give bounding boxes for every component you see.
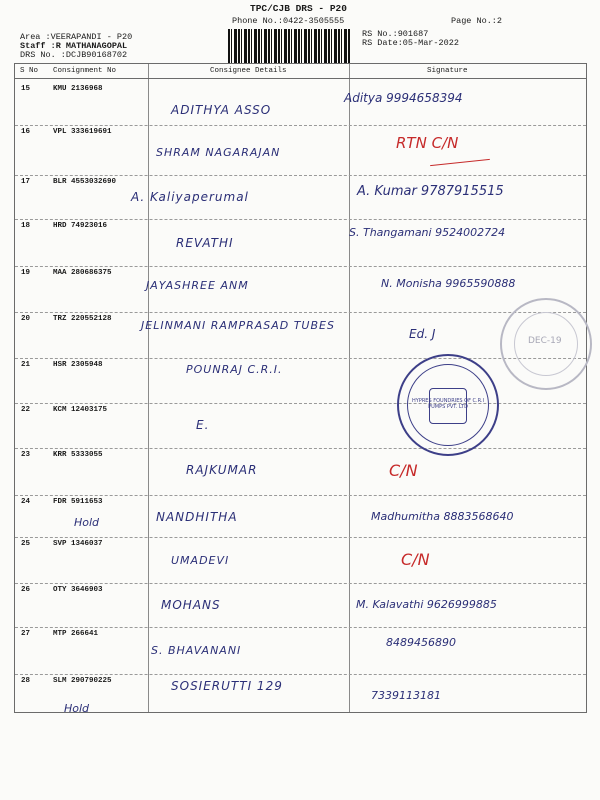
consignment-number: SLM 290790225 — [53, 677, 112, 685]
serial-number: 20 — [21, 315, 31, 323]
staff-label: Staff :R MATHANAGOPAL — [20, 41, 128, 51]
column-header-sno: S No — [20, 67, 39, 75]
signature: 8489456890 — [386, 636, 456, 649]
table-row — [15, 674, 586, 715]
table-row — [15, 627, 586, 675]
post-stamp-date: DEC-19 — [528, 336, 562, 346]
consignee-name: POUNRAJ C.R.I. — [186, 363, 283, 376]
table-row — [15, 219, 586, 267]
table-row — [15, 537, 586, 584]
rs-number: RS No.:901687 — [362, 29, 429, 39]
consignment-number: OTY 3646903 — [53, 586, 103, 594]
consignment-number: HRD 74923016 — [53, 222, 108, 230]
consignee-name: JAYASHREE ANM — [146, 279, 249, 292]
consignee-name: A. Kaliyaperumal — [131, 190, 249, 204]
drs-number: DRS No. :DCJB90168702 — [20, 50, 128, 60]
table-row — [15, 495, 586, 538]
signature: C/N — [401, 550, 430, 569]
signature: Ed. J — [409, 327, 436, 341]
serial-number: 18 — [21, 222, 31, 230]
signature: N. Monisha 9965590888 — [381, 277, 516, 290]
table-row — [15, 175, 586, 220]
post-office-stamp — [500, 298, 592, 390]
serial-number: 27 — [21, 630, 31, 638]
serial-number: 24 — [21, 498, 31, 506]
table-row — [15, 125, 586, 176]
consignee-name: REVATHI — [176, 236, 234, 250]
serial-number: 28 — [21, 677, 31, 685]
table-row — [15, 448, 586, 496]
column-header-signature: Signature — [427, 67, 468, 75]
signature: Madhumitha 8883568640 — [371, 510, 514, 523]
signature: RTN C/N — [396, 134, 459, 152]
consignment-number: TRZ 220552128 — [53, 315, 112, 323]
consignment-number: FDR 5911653 — [53, 498, 103, 506]
signature: A. Kumar 9787915515 — [357, 184, 504, 199]
signature: M. Kalavathi 9626999885 — [356, 598, 497, 611]
signature: Aditya 9994658394 — [344, 91, 463, 105]
table-row — [15, 266, 586, 313]
serial-number: 26 — [21, 586, 31, 594]
column-header-consignment: Consignment No — [53, 67, 117, 75]
consignment-number: KRR 5333055 — [53, 451, 103, 459]
serial-number: 23 — [21, 451, 31, 459]
delivery-run-sheet-table — [14, 63, 587, 713]
consignee-name: NANDHITHA — [156, 510, 238, 524]
serial-number: 25 — [21, 540, 31, 548]
consignee-name: JELINMANI RAMPRASAD TUBES — [141, 319, 335, 332]
company-seal-text: HYPRES FOUNDRIES OF C.R.I PUMPS PVT. LTD — [412, 398, 484, 410]
hold-note-row24: Hold — [74, 516, 100, 529]
phone-number: Phone No.:0422-3505555 — [232, 16, 345, 26]
consignee-name: S. BHAVANANI — [151, 644, 242, 657]
rs-date: RS Date:05-Mar-2022 — [362, 38, 459, 48]
consignee-name: RAJKUMAR — [186, 463, 258, 477]
signature: S. Thangamani 9524002724 — [349, 226, 506, 239]
column-header-consignee: Consignee Details — [210, 67, 287, 75]
consignee-name: SOSIERUTTI 129 — [171, 679, 283, 693]
consignment-number: MAA 280686375 — [53, 269, 112, 277]
consignment-number: HSR 2305948 — [53, 361, 103, 369]
consignment-number: VPL 333619691 — [53, 128, 112, 136]
serial-number: 17 — [21, 178, 31, 186]
consignee-name: SHRAM NAGARAJAN — [156, 146, 281, 159]
barcode — [228, 29, 350, 63]
table-row — [15, 583, 586, 628]
consignment-number: MTP 266641 — [53, 630, 99, 638]
serial-number: 15 — [21, 85, 31, 93]
hold-note-row28: Hold — [64, 702, 90, 715]
table-row — [15, 358, 586, 404]
area-label: Area :VEERAPANDI - P20 — [20, 32, 133, 42]
consignment-number: KMU 2136968 — [53, 85, 103, 93]
table-header — [15, 64, 586, 79]
serial-number: 19 — [21, 269, 31, 277]
consignee-name: ADITHYA ASSO — [171, 103, 272, 117]
consignee-name: UMADEVI — [171, 554, 230, 567]
page-title: TPC/CJB DRS - P20 — [250, 3, 347, 14]
serial-number: 21 — [21, 361, 31, 369]
serial-number: 22 — [21, 406, 31, 414]
consignee-name: MOHANS — [161, 598, 221, 612]
signature: 7339113181 — [371, 689, 441, 702]
serial-number: 16 — [21, 128, 31, 136]
page-number: Page No.:2 — [451, 16, 503, 26]
signature: C/N — [389, 461, 418, 480]
consignment-number: SVP 1346037 — [53, 540, 103, 548]
consignment-number: BLR 4553032690 — [53, 178, 117, 186]
consignment-number: KCM 12403175 — [53, 406, 108, 414]
table-row — [15, 403, 586, 449]
consignee-name: E. — [196, 418, 210, 432]
company-seal — [397, 354, 499, 456]
table-row — [15, 83, 586, 125]
